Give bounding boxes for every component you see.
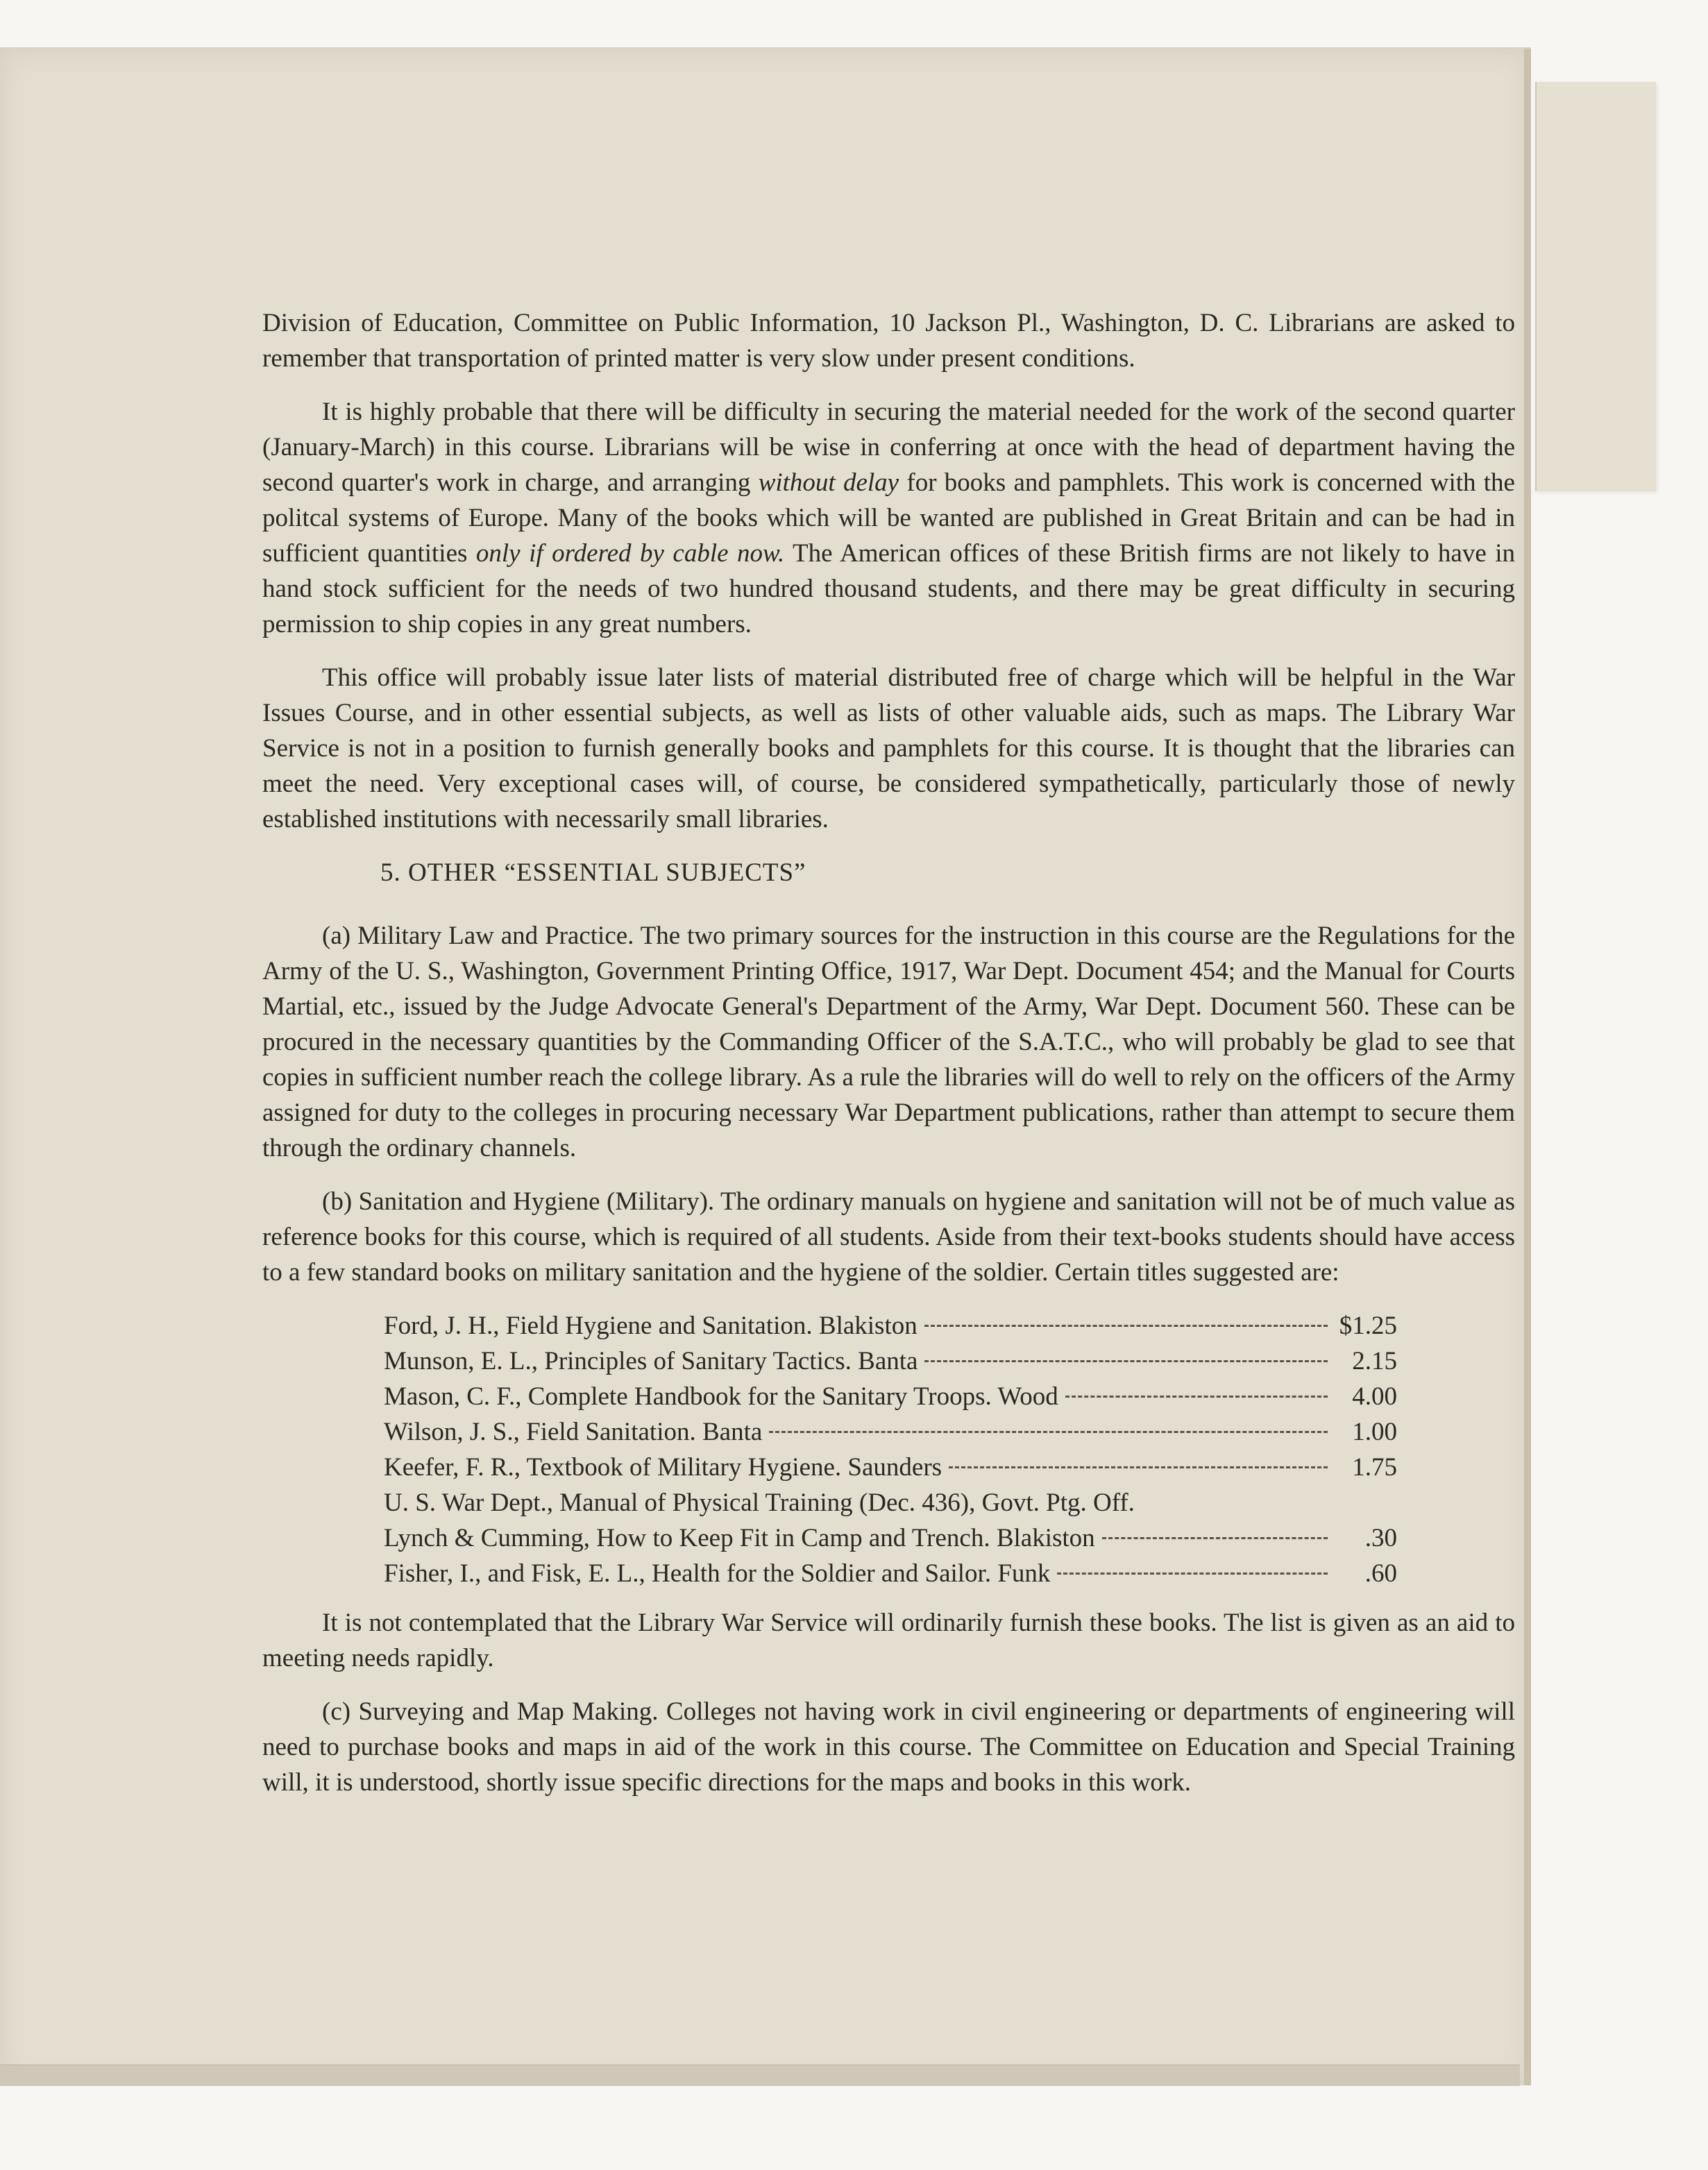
paragraph-military-law: (a) Military Law and Practice. The two primary sources for the instruction in this course are the Regulations for the Army of the U. S., Washington, Government Printing Office, 1917, War Dept. Document 454; and the Manual for Courts Martial, etc., issued by the Judge Advocate General's Department of the Army, War Dept. Document 560. These can be procured in the necessary quantities by the Commanding Officer of the S.A.T.C., who will probably be glad to see that copies in sufficient number reach the college library. As a rule the libraries will do well to rely on the officers of the Army assigned for duty to the colleges in procuring necessary War Department publications, rather than attempt to secure them through the ordinary channels. bbox=[262, 922, 1515, 1162]
book-price: .30 bbox=[1364, 1524, 1397, 1552]
paragraph-second-quarter bbox=[262, 394, 1515, 642]
book-list-item bbox=[384, 1379, 1397, 1414]
emphasis-cable-order: only if ordered by cable now. bbox=[475, 539, 785, 568]
book-list-item bbox=[384, 1414, 1397, 1450]
leader-dots bbox=[924, 1360, 1328, 1362]
paragraph-later-lists: This office will probably issue later lists of material distributed free of charge which will be helpful in the War Issues Course, and in other essential subjects, as well as lists of other valuable aids, such as maps. The Library War Service is not in a position to furnish generally books and pamphlets for this course. It is thought that the libraries can meet the need. Very exceptional cases will, of course, be considered sympathetically, particularly those of newly established institutions with necessarily small libraries. bbox=[262, 663, 1515, 833]
paragraph-surveying: (c) Surveying and Map Making. Colleges not having work in civil engineering or departments of engineering will need to purchase books and maps in aid of the work in this course. The Committee on Education and Special Training will, it is understood, shortly issue specific directions for the maps and books in this work. bbox=[262, 1697, 1515, 1797]
book-list-item bbox=[384, 1556, 1397, 1591]
book-price: 1.75 bbox=[1352, 1453, 1397, 1482]
document-body bbox=[262, 305, 1515, 1818]
page-right-edge bbox=[1524, 49, 1531, 2085]
book-list-item bbox=[384, 1485, 1397, 1520]
leader-dots bbox=[769, 1431, 1328, 1433]
book-price: 4.00 bbox=[1352, 1382, 1397, 1411]
emphasis-without-delay: without delay bbox=[758, 468, 899, 497]
book-price: 2.15 bbox=[1352, 1347, 1397, 1375]
book-price: $1.25 bbox=[1339, 1312, 1397, 1340]
paragraph-text: for books and pamphlets. This work is concerned with the politcal systems of Europe. Many of the books which will be wanted are published in Great Britain and can be had in sufficient quantities bbox=[262, 468, 1515, 568]
book-title: U. S. War Dept., Manual of Physical Training (Dec. 436), Govt. Ptg. Off. bbox=[384, 1489, 1135, 1517]
book-list-item bbox=[384, 1343, 1397, 1379]
book-list bbox=[384, 1308, 1515, 1591]
leader-dots bbox=[949, 1466, 1328, 1468]
book-title: Keefer, F. R., Textbook of Military Hygiene. Saunders bbox=[384, 1453, 942, 1482]
leader-dots bbox=[1065, 1396, 1328, 1398]
attached-paper-tab bbox=[1535, 82, 1656, 491]
leader-dots bbox=[1102, 1537, 1328, 1539]
book-title: Wilson, J. S., Field Sanitation. Banta bbox=[384, 1418, 763, 1446]
book-list-item bbox=[384, 1308, 1397, 1343]
book-price: .60 bbox=[1364, 1559, 1397, 1588]
leader-dots bbox=[1057, 1573, 1328, 1575]
paragraph-text: The American offices of these British firms are not likely to have in hand stock sufficient for the needs of two hundred thousand students, and there may be great difficulty in securing permission to ship copies in any great numbers. bbox=[262, 539, 1516, 638]
paragraph-text: It is highly probable that there will be difficulty in securing the material needed for the work of the second quarter (January-March) in this course. Librarians will be wise in conferring at once with the head of department having the second quarter's work in charge, and arranging bbox=[262, 398, 1515, 497]
book-list-item bbox=[384, 1520, 1397, 1556]
paragraph-intro: Division of Education, Committee on Public Information, 10 Jackson Pl., Washington, D. C. Librarians are asked to remember that transportation of printed matter is very slow under present conditions. bbox=[262, 309, 1515, 373]
leader-dots bbox=[924, 1325, 1328, 1327]
paragraph-not-contemplated: It is not contemplated that the Library War Service will ordinarily furnish these books. The list is given as an aid to meeting needs rapidly. bbox=[262, 1609, 1515, 1672]
book-title: Ford, J. H., Field Hygiene and Sanitation. Blakiston bbox=[384, 1312, 918, 1340]
book-title: Lynch & Cumming, How to Keep Fit in Camp and Trench. Blakiston bbox=[384, 1524, 1095, 1552]
page-bottom-edge bbox=[0, 2065, 1520, 2086]
book-list-item bbox=[384, 1450, 1397, 1485]
book-title: Mason, C. F., Complete Handbook for the Sanitary Troops. Wood bbox=[384, 1382, 1058, 1411]
book-price: 1.00 bbox=[1352, 1418, 1397, 1446]
book-title: Fisher, I., and Fisk, E. L., Health for the Soldier and Sailor. Funk bbox=[384, 1559, 1051, 1588]
book-title: Munson, E. L., Principles of Sanitary Tactics. Banta bbox=[384, 1347, 918, 1375]
paragraph-sanitation: (b) Sanitation and Hygiene (Military). The ordinary manuals on hygiene and sanitation will not be of much value as reference books for this course, which is required of all students. Aside from their text-books students should have access to a few standard books on military sanitation and the hygiene of the soldier. Certain titles suggested are: bbox=[262, 1187, 1515, 1287]
section-heading: 5. OTHER “ESSENTIAL SUBJECTS” bbox=[380, 858, 806, 887]
